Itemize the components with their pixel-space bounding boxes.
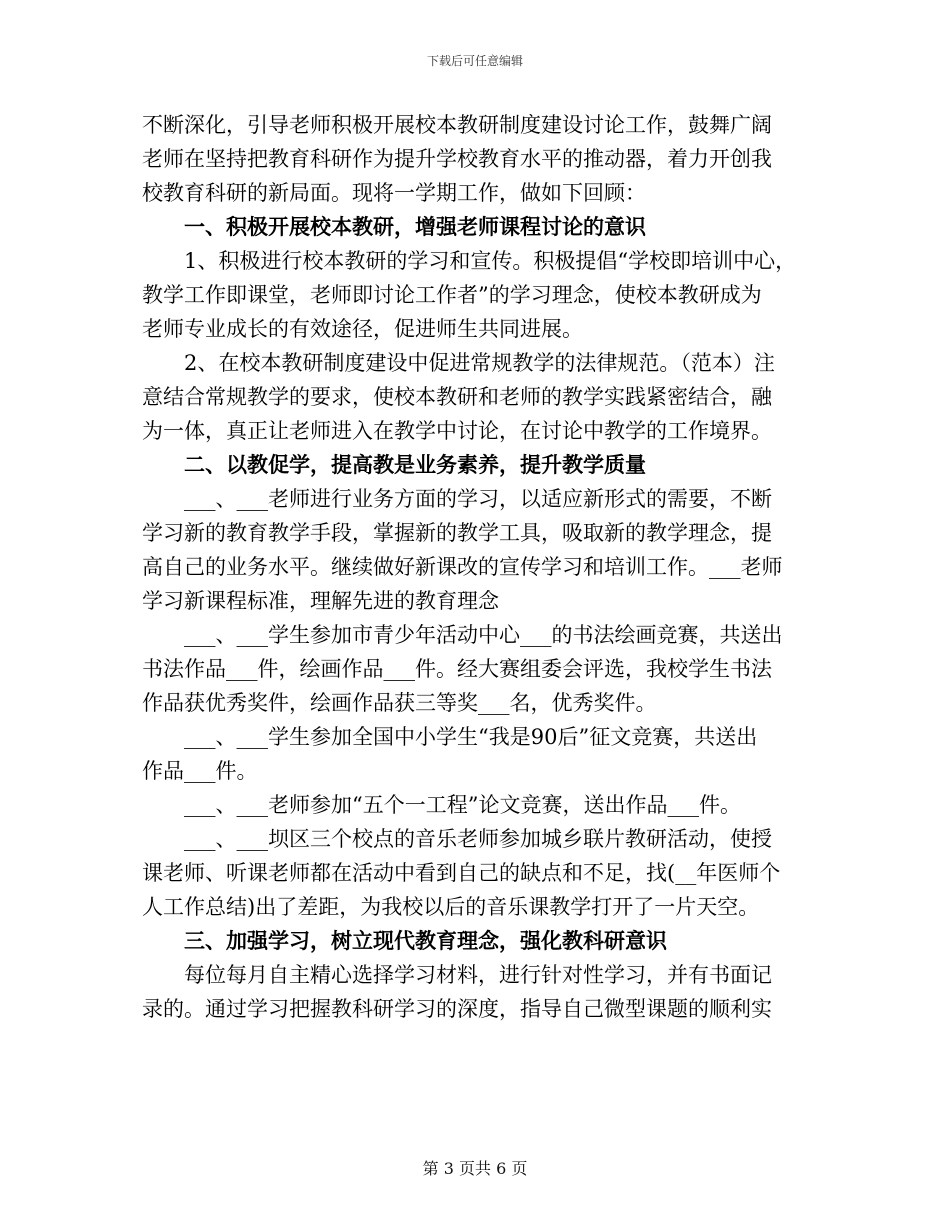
text-line: 1、积极进行校本教研的学习和宣传。积极提倡“学校即培训中心， bbox=[184, 249, 797, 273]
text-line: ___、___老师进行业务方面的学习，以适应新形式的需要，不断 bbox=[184, 487, 772, 511]
text-line: 老师在坚持把教育科研作为提升学校教育水平的推动器，着力开创我 bbox=[142, 147, 772, 171]
text-line: 老师专业成长的有效途径，促进师生共同进展。 bbox=[142, 317, 583, 341]
text-line: 书法作品___件，绘画作品___件。经大赛组委会评选，我校学生书法 bbox=[142, 657, 772, 681]
text-line: 作品___件。 bbox=[142, 759, 258, 783]
text-line: ___、___老师参加“五个一工程”论文竞赛，送出作品___件。 bbox=[184, 793, 741, 817]
page-header: 下载后可任意编辑 bbox=[426, 54, 523, 68]
section-heading: 三、加强学习，树立现代教育理念，强化教科研意识 bbox=[184, 928, 667, 953]
text-line: 录的。通过学习把握教科研学习的深度，指导自己微型课题的顺利实 bbox=[142, 997, 772, 1021]
text-line: ___、___学生参加全国中小学生“我是90后”征文竞赛，共送出 bbox=[184, 725, 758, 749]
text-line: 人工作总结)出了差距，为我校以后的音乐课教学打开了一片天空。 bbox=[142, 895, 760, 919]
text-line: 学习新的教育教学手段，掌握新的教学工具，吸取新的教学理念，提 bbox=[142, 521, 772, 545]
text-line: 为一体，真正让老师进入在教学中讨论，在讨论中教学的工作境界。 bbox=[142, 419, 772, 443]
text-line: 意结合常规教学的要求，使校本教研和老师的教学实践紧密结合，融 bbox=[142, 385, 772, 409]
document-body bbox=[142, 108, 822, 1026]
text-line: 校教育科研的新局面。现将一学期工作，做如下回顾： bbox=[142, 181, 646, 205]
text-line: ___、___坝区三个校点的音乐老师参加城乡联片教研活动，使授 bbox=[184, 827, 772, 851]
text-line: 教学工作即课堂，老师即讨论工作者”的学习理念，使校本教研成为 bbox=[142, 283, 762, 307]
text-line: 每位每月自主精心选择学习材料，进行针对性学习，并有书面记 bbox=[184, 963, 772, 987]
page-footer: 第 3 页共 6 页 bbox=[422, 1159, 528, 1178]
text-line: 不断深化，引导老师积极开展校本教研制度建设讨论工作，鼓舞广阔 bbox=[142, 113, 772, 137]
section-heading: 二、以教促学，提高教是业务素养，提升教学质量 bbox=[184, 452, 646, 477]
text-line: 高自己的业务水平。继续做好新课改的宣传学习和培训工作。___老师 bbox=[142, 555, 783, 579]
text-line: 学习新课程标准，理解先进的教育理念 bbox=[142, 589, 499, 613]
text-line: 课老师、听课老师都在活动中看到自己的缺点和不足，找(__年医师个 bbox=[142, 861, 781, 885]
section-heading: 一、积极开展校本教研，增强老师课程讨论的意识 bbox=[184, 214, 646, 239]
text-line: 2、在校本教研制度建设中促进常规教学的法律规范。（范本）注 bbox=[184, 351, 775, 375]
text-line: 作品获优秀奖件，绘画作品获三等奖___名，优秀奖件。 bbox=[142, 691, 657, 715]
text-line: ___、___学生参加市青少年活动中心___的书法绘画竞赛，共送出 bbox=[184, 623, 783, 647]
